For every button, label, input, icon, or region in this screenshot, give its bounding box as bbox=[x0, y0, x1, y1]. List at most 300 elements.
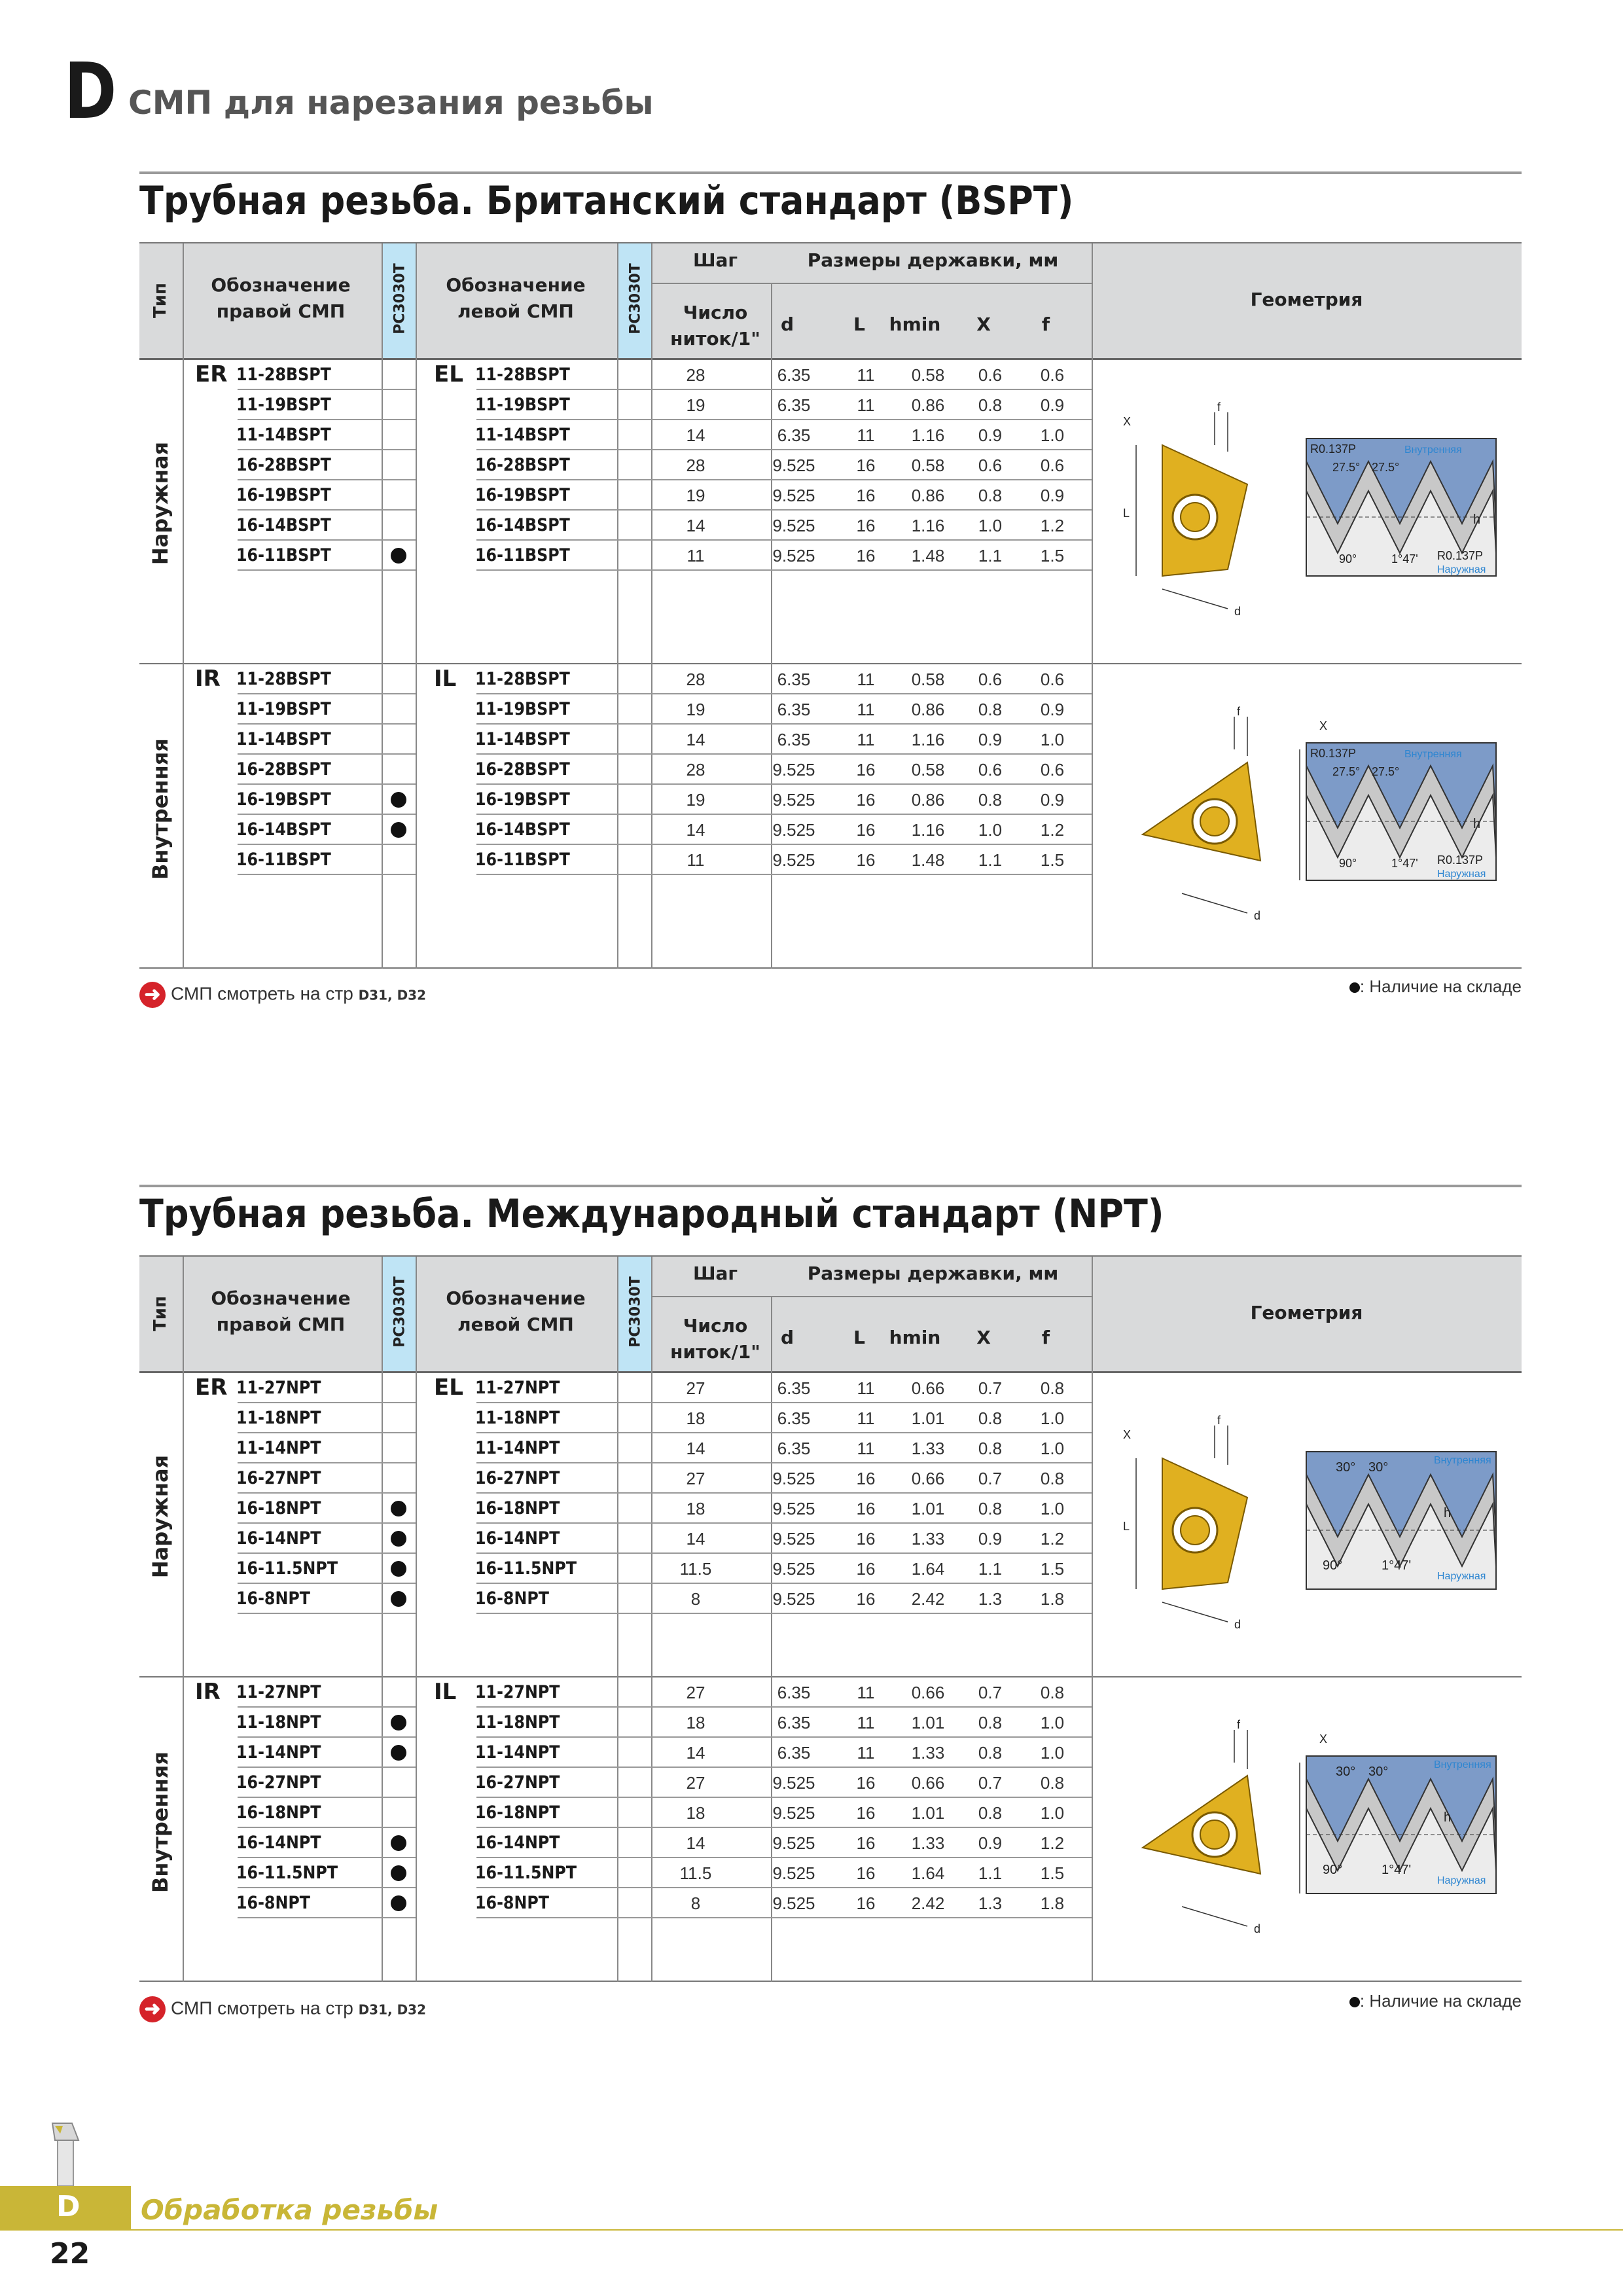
cell-d: 6.35 bbox=[777, 1378, 811, 1398]
left-insert-code[interactable]: 16-11.5NPT bbox=[475, 1863, 577, 1883]
cell-hmin: 0.66 bbox=[911, 1683, 945, 1702]
header-type: Тип bbox=[151, 283, 170, 318]
cell-hmin: 1.64 bbox=[911, 1559, 945, 1579]
cell-f: 1.5 bbox=[1040, 850, 1065, 870]
cell-d: 9.525 bbox=[772, 516, 815, 535]
header-geometry: Геометрия bbox=[1250, 289, 1363, 310]
footer-section-title: Обработка резьбы bbox=[141, 2194, 438, 2226]
see-pages-numbers[interactable]: D31, D32 bbox=[358, 987, 427, 1003]
column-line bbox=[1092, 664, 1093, 969]
label-90: 90° bbox=[1339, 857, 1357, 870]
cell-hmin: 0.86 bbox=[911, 486, 945, 505]
label-f: f bbox=[1237, 1718, 1241, 1731]
left-insert-code[interactable]: 16-28BSPT bbox=[475, 455, 570, 475]
header-dim-f: f bbox=[1041, 314, 1050, 335]
right-insert-code[interactable]: 16-18NPT bbox=[236, 1498, 321, 1518]
stock-dot-icon bbox=[1349, 1997, 1360, 2007]
cell-d: 9.525 bbox=[772, 456, 815, 475]
cell-d: 9.525 bbox=[772, 1893, 815, 1913]
header-holder-dims: Размеры державки, мм bbox=[807, 1263, 1059, 1284]
cell-L: 16 bbox=[856, 760, 876, 780]
left-insert-code[interactable]: 11-28BSPT bbox=[475, 365, 570, 385]
label-d: d bbox=[1234, 1618, 1241, 1631]
label-internal: Внутренняя bbox=[1404, 749, 1462, 760]
label-h: h bbox=[1444, 1506, 1452, 1520]
row-underline bbox=[238, 1917, 416, 1918]
geometry-diagram bbox=[1110, 704, 1503, 926]
label-angle-left: 30° bbox=[1336, 1765, 1356, 1779]
cell-L: 16 bbox=[856, 486, 876, 505]
see-pages-note-bspt bbox=[139, 982, 426, 1008]
right-insert-code[interactable]: 11-18NPT bbox=[236, 1408, 321, 1428]
stock-dot-icon bbox=[391, 822, 406, 838]
left-insert-code[interactable]: 16-11BSPT bbox=[475, 850, 570, 870]
header-type: Тип bbox=[151, 1296, 170, 1331]
header-dim-X: X bbox=[976, 314, 991, 335]
stock-legend-text: : Наличие на складе bbox=[1359, 977, 1522, 996]
header-line bbox=[382, 1257, 383, 1374]
cell-X: 0.7 bbox=[978, 1683, 1003, 1702]
right-insert-code[interactable]: 11-18NPT bbox=[236, 1712, 321, 1732]
right-code: IR bbox=[195, 1679, 221, 1705]
cell-d: 6.35 bbox=[777, 425, 811, 445]
cell-hmin: 2.42 bbox=[911, 1893, 945, 1913]
label-angle-right: 30° bbox=[1368, 1765, 1389, 1779]
label-angle-right: 27.5° bbox=[1372, 461, 1400, 474]
label-X: X bbox=[1123, 415, 1132, 428]
cell-L: 16 bbox=[856, 1893, 876, 1913]
stock-dot-icon bbox=[391, 1745, 406, 1761]
row-underline bbox=[651, 1917, 1092, 1918]
header-line bbox=[651, 1257, 652, 1374]
right-insert-code[interactable]: 16-28BSPT bbox=[236, 759, 331, 780]
right-code: IR bbox=[195, 666, 221, 692]
left-insert-code[interactable]: 11-19BSPT bbox=[475, 395, 570, 415]
cell-X: 1.3 bbox=[978, 1893, 1003, 1913]
cell-hmin: 1.48 bbox=[911, 546, 945, 565]
column-line bbox=[1092, 1373, 1093, 1677]
cell-tpi: 18 bbox=[686, 1499, 705, 1518]
arrow-ref-icon: ➜ bbox=[139, 1996, 166, 2022]
label-radius-bottom: R0.137P bbox=[1437, 853, 1484, 867]
left-insert-code[interactable]: 16-14BSPT bbox=[475, 819, 570, 840]
header-line bbox=[382, 243, 383, 361]
left-insert-code[interactable]: 11-14BSPT bbox=[475, 729, 570, 749]
right-insert-code[interactable]: 16-14NPT bbox=[236, 1528, 321, 1549]
cell-hmin: 1.16 bbox=[911, 730, 945, 749]
label-angle-left: 27.5° bbox=[1332, 461, 1361, 474]
cell-tpi: 27 bbox=[686, 1469, 705, 1488]
right-insert-code[interactable]: 16-27NPT bbox=[236, 1772, 321, 1793]
cell-L: 11 bbox=[857, 670, 875, 689]
cell-hmin: 1.33 bbox=[911, 1833, 945, 1853]
cell-L: 16 bbox=[856, 516, 876, 535]
stock-legend-text: : Наличие на складе bbox=[1359, 1991, 1522, 2011]
cell-f: 1.8 bbox=[1040, 1589, 1065, 1609]
table-body bbox=[139, 1373, 1522, 1982]
header-grade: PC3030T bbox=[627, 1276, 644, 1348]
table-row bbox=[139, 1554, 1092, 1584]
left-insert-code[interactable]: 16-14NPT bbox=[475, 1833, 560, 1853]
cell-X: 1.1 bbox=[978, 546, 1003, 565]
cell-hmin: 1.33 bbox=[911, 1439, 945, 1458]
cell-tpi: 14 bbox=[686, 1439, 705, 1458]
cell-L: 11 bbox=[857, 700, 875, 719]
left-insert-code[interactable]: 11-18NPT bbox=[475, 1408, 560, 1428]
left-insert-code[interactable]: 11-14NPT bbox=[475, 1438, 560, 1458]
see-pages-note-npt bbox=[139, 1996, 426, 2022]
label-L: L bbox=[1123, 507, 1130, 520]
label-internal: Внутренняя bbox=[1434, 1759, 1491, 1770]
label-90: 90° bbox=[1323, 1863, 1343, 1877]
left-insert-code[interactable]: 16-11.5NPT bbox=[475, 1558, 577, 1579]
header-dim-d: d bbox=[780, 314, 794, 335]
cell-tpi: 14 bbox=[686, 1529, 705, 1549]
left-insert-code[interactable]: 11-18NPT bbox=[475, 1712, 560, 1732]
cell-hmin: 1.01 bbox=[911, 1713, 945, 1732]
cell-tpi: 14 bbox=[686, 1743, 705, 1763]
cell-tpi: 27 bbox=[686, 1378, 705, 1398]
header-geometry: Геометрия bbox=[1250, 1302, 1363, 1323]
right-insert-code[interactable]: 16-14NPT bbox=[236, 1833, 321, 1853]
label-h: h bbox=[1473, 817, 1481, 831]
label-X: X bbox=[1319, 719, 1328, 732]
cell-d: 9.525 bbox=[772, 1589, 815, 1609]
column-line bbox=[1092, 1677, 1093, 1982]
header-line bbox=[183, 1257, 184, 1374]
cell-d: 9.525 bbox=[772, 546, 815, 565]
dim-line-d bbox=[1162, 1602, 1228, 1622]
cell-X: 0.8 bbox=[978, 1803, 1003, 1823]
label-radius-top: R0.137P bbox=[1310, 442, 1357, 456]
cell-L: 11 bbox=[857, 1743, 875, 1763]
cell-L: 16 bbox=[856, 546, 876, 565]
header-pitch: Шаг bbox=[692, 1263, 738, 1284]
cell-X: 0.8 bbox=[978, 790, 1003, 810]
header-dim-L: L bbox=[853, 1327, 865, 1348]
right-insert-code[interactable]: 11-14NPT bbox=[236, 1438, 321, 1458]
right-code: ER bbox=[195, 1374, 228, 1401]
right-insert-code[interactable]: 16-8NPT bbox=[236, 1588, 310, 1609]
label-angle-left: 27.5° bbox=[1332, 765, 1361, 778]
table-row bbox=[139, 1433, 1092, 1463]
right-insert-code[interactable]: 11-19BSPT bbox=[236, 699, 331, 719]
right-insert-code[interactable]: 16-19BSPT bbox=[236, 485, 331, 505]
cell-tpi: 19 bbox=[686, 790, 705, 810]
right-insert-code[interactable]: 11-14BSPT bbox=[236, 729, 331, 749]
left-insert-code[interactable]: 16-18NPT bbox=[475, 1803, 560, 1823]
header-line bbox=[1092, 1257, 1093, 1374]
right-insert-code[interactable]: 16-27NPT bbox=[236, 1468, 321, 1488]
stock-dot-icon bbox=[391, 1865, 406, 1881]
header-left-insert: Обозначение левой СМП bbox=[446, 274, 586, 322]
table-row bbox=[139, 815, 1092, 845]
header-line bbox=[183, 243, 184, 361]
right-insert-code[interactable]: 11-27NPT bbox=[236, 1378, 321, 1398]
cell-tpi: 28 bbox=[686, 456, 705, 475]
cell-X: 0.8 bbox=[978, 1408, 1003, 1428]
left-code: IL bbox=[434, 1679, 457, 1705]
cell-tpi: 27 bbox=[686, 1773, 705, 1793]
left-insert-code[interactable]: 16-14NPT bbox=[475, 1528, 560, 1549]
stock-dot-icon bbox=[391, 1591, 406, 1607]
right-insert-code[interactable]: 11-14NPT bbox=[236, 1742, 321, 1763]
cell-d: 9.525 bbox=[772, 850, 815, 870]
cell-hmin: 1.64 bbox=[911, 1863, 945, 1883]
cell-d: 9.525 bbox=[772, 1469, 815, 1488]
header-line bbox=[771, 283, 772, 361]
cell-hmin: 1.01 bbox=[911, 1408, 945, 1428]
cell-tpi: 28 bbox=[686, 760, 705, 780]
tool-holder-icon bbox=[46, 2121, 85, 2186]
table-row bbox=[139, 360, 1092, 390]
cell-d: 9.525 bbox=[772, 790, 815, 810]
cell-X: 0.6 bbox=[978, 670, 1003, 689]
right-insert-code[interactable]: 16-14BSPT bbox=[236, 819, 331, 840]
cell-d: 6.35 bbox=[777, 1439, 811, 1458]
right-insert-code[interactable]: 11-28BSPT bbox=[236, 669, 331, 689]
cell-f: 0.6 bbox=[1040, 760, 1065, 780]
label-90: 90° bbox=[1339, 552, 1357, 565]
cell-f: 0.8 bbox=[1040, 1773, 1065, 1793]
left-insert-code[interactable]: 16-14BSPT bbox=[475, 515, 570, 535]
table-row bbox=[139, 1768, 1092, 1798]
dim-line-d bbox=[1182, 893, 1247, 913]
cell-X: 1.1 bbox=[978, 1863, 1003, 1883]
left-insert-code[interactable]: 16-8NPT bbox=[475, 1588, 549, 1609]
table-row bbox=[139, 1403, 1092, 1433]
label-taper: 1°47' bbox=[1382, 1558, 1412, 1573]
stock-legend-bspt bbox=[1349, 977, 1522, 997]
cell-X: 0.9 bbox=[978, 1833, 1003, 1853]
cell-L: 16 bbox=[856, 1469, 876, 1488]
cell-L: 16 bbox=[856, 1803, 876, 1823]
right-insert-code[interactable]: 16-19BSPT bbox=[236, 789, 331, 810]
cell-L: 16 bbox=[856, 850, 876, 870]
row-group-external bbox=[139, 360, 1522, 664]
row-group-external bbox=[139, 1373, 1522, 1677]
table-header bbox=[139, 1255, 1522, 1373]
table-row bbox=[139, 511, 1092, 541]
stock-dot-icon bbox=[391, 1531, 406, 1547]
left-insert-code[interactable]: 11-19BSPT bbox=[475, 699, 570, 719]
table-row bbox=[139, 450, 1092, 480]
cell-tpi: 11.5 bbox=[679, 1863, 712, 1883]
header-holder-dims: Размеры державки, мм bbox=[807, 249, 1059, 271]
right-insert-code[interactable]: 16-11BSPT bbox=[236, 545, 331, 565]
see-pages-numbers[interactable]: D31, D32 bbox=[358, 2001, 427, 2018]
cell-f: 0.9 bbox=[1040, 395, 1065, 415]
cell-tpi: 28 bbox=[686, 365, 705, 385]
cell-X: 1.1 bbox=[978, 1559, 1003, 1579]
table-row bbox=[139, 1524, 1092, 1554]
cell-tpi: 8 bbox=[690, 1893, 701, 1913]
column-line bbox=[1092, 360, 1093, 664]
cell-f: 0.9 bbox=[1040, 486, 1065, 505]
cell-d: 9.525 bbox=[772, 760, 815, 780]
table-bspt bbox=[139, 242, 1522, 969]
cell-f: 0.9 bbox=[1040, 700, 1065, 719]
header-dim-X: X bbox=[976, 1327, 991, 1348]
cell-tpi: 14 bbox=[686, 820, 705, 840]
insert-hole-inner bbox=[1200, 807, 1229, 836]
table-row bbox=[139, 1373, 1092, 1403]
row-group-internal bbox=[139, 1677, 1522, 1982]
right-insert-code[interactable]: 16-11BSPT bbox=[236, 850, 331, 870]
left-insert-code[interactable]: 16-11BSPT bbox=[475, 545, 570, 565]
right-insert-code[interactable]: 11-27NPT bbox=[236, 1682, 321, 1702]
stock-dot-icon bbox=[391, 548, 406, 564]
cell-X: 0.9 bbox=[978, 1529, 1003, 1549]
cell-L: 11 bbox=[857, 1378, 875, 1398]
cell-hmin: 1.01 bbox=[911, 1803, 945, 1823]
cell-L: 16 bbox=[856, 820, 876, 840]
cell-L: 11 bbox=[857, 1713, 875, 1732]
cell-d: 6.35 bbox=[777, 1683, 811, 1702]
type-label: Наружная bbox=[148, 1454, 173, 1579]
cell-L: 11 bbox=[857, 365, 875, 385]
cell-L: 16 bbox=[856, 1833, 876, 1853]
right-insert-code[interactable]: 11-14BSPT bbox=[236, 425, 331, 445]
left-code: IL bbox=[434, 666, 457, 692]
label-external: Наружная bbox=[1437, 869, 1486, 880]
cell-hmin: 1.16 bbox=[911, 425, 945, 445]
table-row bbox=[139, 1858, 1092, 1888]
cell-L: 11 bbox=[857, 1439, 875, 1458]
cell-tpi: 19 bbox=[686, 700, 705, 719]
stock-dot-icon bbox=[391, 1561, 406, 1577]
cell-L: 16 bbox=[856, 456, 876, 475]
header-grade: PC3030T bbox=[391, 1276, 408, 1348]
table-row bbox=[139, 541, 1092, 571]
see-pages-text: СМП смотреть на стр bbox=[171, 983, 353, 1004]
stock-dot-icon bbox=[1349, 982, 1360, 993]
footer-line bbox=[0, 2229, 1623, 2231]
cell-X: 0.8 bbox=[978, 1499, 1003, 1518]
left-insert-code[interactable]: 11-14BSPT bbox=[475, 425, 570, 445]
cell-f: 1.0 bbox=[1040, 1803, 1065, 1823]
section-title-bspt: Трубная резьба. Британский стандарт (BSPT) bbox=[139, 178, 1074, 224]
left-insert-code[interactable]: 11-27NPT bbox=[475, 1378, 560, 1398]
label-d: d bbox=[1234, 605, 1241, 618]
cell-L: 11 bbox=[857, 425, 875, 445]
left-code: EL bbox=[434, 361, 463, 387]
table-row bbox=[139, 1828, 1092, 1858]
left-insert-code[interactable]: 11-28BSPT bbox=[475, 669, 570, 689]
left-insert-code[interactable]: 16-8NPT bbox=[475, 1893, 549, 1913]
header-grade: PC3030T bbox=[391, 263, 408, 334]
cell-f: 0.6 bbox=[1040, 456, 1065, 475]
left-insert-code[interactable]: 16-27NPT bbox=[475, 1772, 560, 1793]
row-underline bbox=[651, 874, 1092, 875]
cell-tpi: 19 bbox=[686, 486, 705, 505]
cell-L: 16 bbox=[856, 1773, 876, 1793]
right-insert-code[interactable]: 16-11.5NPT bbox=[236, 1863, 338, 1883]
header-grade: PC3030T bbox=[627, 263, 644, 334]
header-threads: Число ниток/1" bbox=[670, 302, 760, 350]
type-label: Наружная bbox=[148, 441, 173, 565]
cell-f: 1.5 bbox=[1040, 1559, 1065, 1579]
cell-hmin: 0.66 bbox=[911, 1773, 945, 1793]
cell-X: 1.0 bbox=[978, 516, 1003, 535]
cell-hmin: 0.58 bbox=[911, 760, 945, 780]
cell-d: 9.525 bbox=[772, 820, 815, 840]
cell-hmin: 1.48 bbox=[911, 850, 945, 870]
right-insert-code[interactable]: 16-18NPT bbox=[236, 1803, 321, 1823]
cell-f: 1.5 bbox=[1040, 1863, 1065, 1883]
cell-hmin: 0.86 bbox=[911, 700, 945, 719]
cell-tpi: 11 bbox=[687, 850, 705, 870]
left-insert-code[interactable]: 16-28BSPT bbox=[475, 759, 570, 780]
label-L: L bbox=[1123, 1520, 1130, 1533]
cell-L: 16 bbox=[856, 1863, 876, 1883]
left-insert-code[interactable]: 11-27NPT bbox=[475, 1682, 560, 1702]
cell-tpi: 8 bbox=[690, 1589, 701, 1609]
left-insert-code[interactable]: 16-18NPT bbox=[475, 1498, 560, 1518]
table-row bbox=[139, 480, 1092, 511]
cell-tpi: 11.5 bbox=[679, 1559, 712, 1579]
cell-f: 0.6 bbox=[1040, 670, 1065, 689]
cell-f: 0.9 bbox=[1040, 790, 1065, 810]
stock-dot-icon bbox=[391, 792, 406, 808]
left-insert-code[interactable]: 16-19BSPT bbox=[475, 789, 570, 810]
header-line bbox=[651, 243, 652, 361]
cell-hmin: 0.86 bbox=[911, 790, 945, 810]
table-row bbox=[139, 694, 1092, 725]
cell-L: 16 bbox=[856, 1499, 876, 1518]
cell-X: 0.6 bbox=[978, 760, 1003, 780]
cell-X: 0.8 bbox=[978, 1743, 1003, 1763]
right-insert-code[interactable]: 16-14BSPT bbox=[236, 515, 331, 535]
label-angle-right: 27.5° bbox=[1372, 765, 1400, 778]
cell-X: 0.7 bbox=[978, 1378, 1003, 1398]
header-line bbox=[617, 1257, 618, 1374]
header-line bbox=[416, 1257, 417, 1374]
cell-d: 9.525 bbox=[772, 1833, 815, 1853]
stock-dot-icon bbox=[391, 1895, 406, 1911]
right-insert-code[interactable]: 16-11.5NPT bbox=[236, 1558, 338, 1579]
table-row bbox=[139, 1888, 1092, 1918]
right-insert-code[interactable]: 11-28BSPT bbox=[236, 365, 331, 385]
cell-X: 0.8 bbox=[978, 486, 1003, 505]
cell-X: 0.7 bbox=[978, 1773, 1003, 1793]
table-row bbox=[139, 725, 1092, 755]
left-insert-code[interactable]: 16-19BSPT bbox=[475, 485, 570, 505]
cell-d: 9.525 bbox=[772, 1803, 815, 1823]
label-f: f bbox=[1237, 705, 1241, 718]
row-underline bbox=[238, 569, 416, 571]
cell-hmin: 0.66 bbox=[911, 1378, 945, 1398]
geometry-diagram bbox=[1110, 1412, 1503, 1635]
label-radius-top: R0.137P bbox=[1310, 747, 1357, 760]
header-dim-hmin: hmin bbox=[889, 314, 941, 335]
left-insert-code[interactable]: 16-27NPT bbox=[475, 1468, 560, 1488]
table-row bbox=[139, 664, 1092, 694]
cell-L: 11 bbox=[857, 730, 875, 749]
cell-f: 1.2 bbox=[1040, 1833, 1065, 1853]
cell-f: 1.2 bbox=[1040, 1529, 1065, 1549]
label-90: 90° bbox=[1323, 1558, 1343, 1573]
right-insert-code[interactable]: 16-8NPT bbox=[236, 1893, 310, 1913]
label-taper: 1°47' bbox=[1391, 552, 1418, 565]
left-insert-code[interactable]: 11-14NPT bbox=[475, 1742, 560, 1763]
cell-hmin: 0.66 bbox=[911, 1469, 945, 1488]
right-insert-code[interactable]: 11-19BSPT bbox=[236, 395, 331, 415]
table-row bbox=[139, 1738, 1092, 1768]
label-external: Наружная bbox=[1437, 1875, 1486, 1886]
right-insert-code[interactable]: 16-28BSPT bbox=[236, 455, 331, 475]
cell-tpi: 11 bbox=[687, 546, 705, 565]
